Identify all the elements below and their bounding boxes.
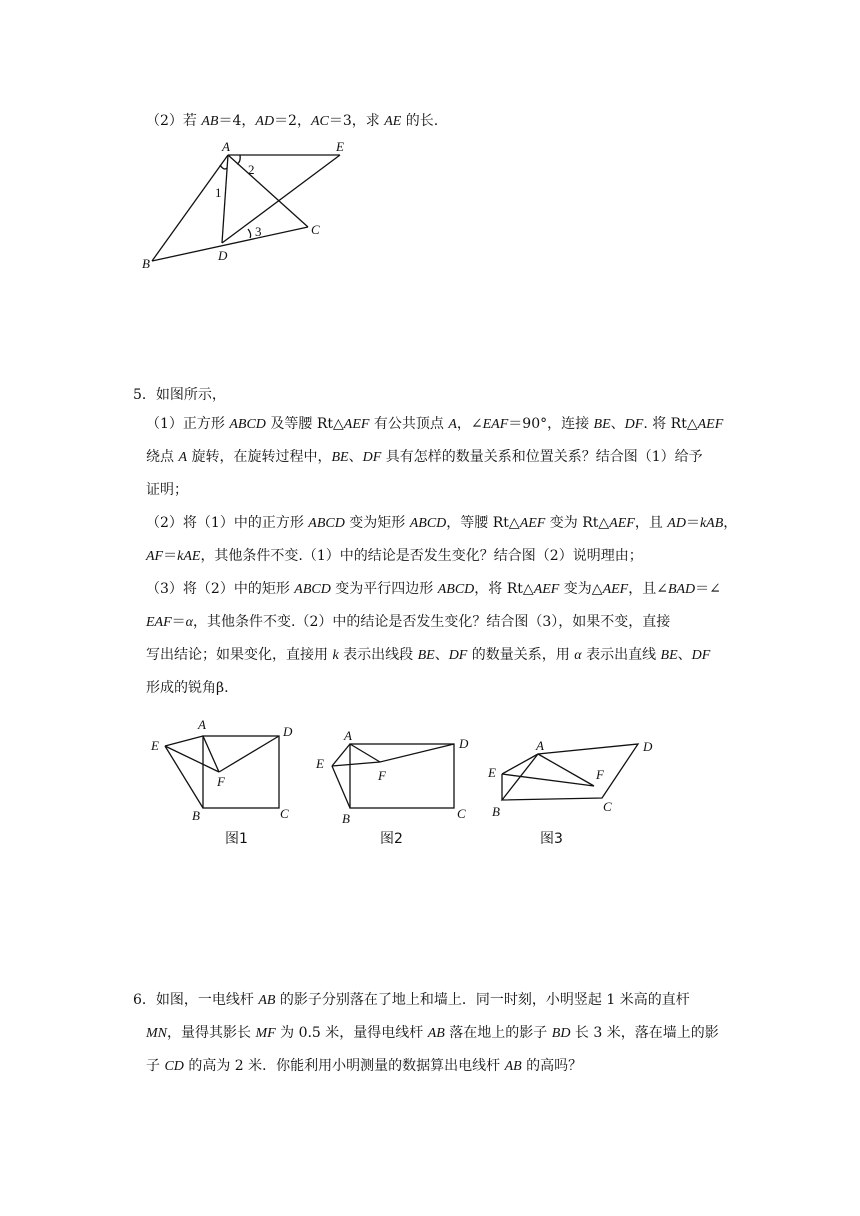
- q6-line1: 6．如图，一电线杆 AB 的影子分别落在了地上和墙上．同一时刻，小明竖起 1 米高的直杆: [133, 992, 690, 1008]
- fig2-label-A: A: [344, 728, 352, 743]
- q4-angle-2: 2: [248, 162, 255, 177]
- fig2-label-D: D: [459, 736, 469, 751]
- fig3-label-D: D: [643, 739, 653, 754]
- q6-line2: MN，量得其影长 MF 为 0.5 米，量得电线杆 AB 落在地上的影子 BD 长 3 米，落在墙上的影: [146, 1025, 719, 1041]
- q5-part2-line2: AF＝kAE，其他条件不变.（1）中的结论是否发生变化？结合图（2）说明理由；: [146, 548, 643, 564]
- q5-figure-1: [145, 712, 305, 824]
- fig1-label-C: C: [280, 806, 289, 821]
- fig1-label-D: D: [283, 724, 293, 739]
- fig3-label-A: A: [536, 738, 544, 753]
- fig2-label-E: E: [316, 756, 324, 771]
- fig1-label-E: E: [151, 738, 159, 753]
- fig3-label-B: B: [492, 804, 500, 819]
- q4-angle-1: 1: [215, 185, 222, 200]
- q4-figure: [140, 135, 360, 275]
- fig1-label-F: F: [217, 774, 225, 789]
- q5-heading: 5．如图所示，: [133, 387, 226, 403]
- q5-caption-3: 图3: [540, 831, 563, 847]
- fig2-label-F: F: [378, 768, 386, 783]
- q5-caption-1: 图1: [225, 831, 248, 847]
- fig1-label-B: B: [192, 808, 200, 823]
- q4-angle-3: 3: [255, 224, 262, 239]
- q5-part1-line1: （1）正方形 ABCD 及等腰 Rt△AEF 有公共顶点 A，∠EAF＝90°，连接 BE、DF. 将 Rt△AEF: [146, 416, 724, 432]
- q4-label-D: D: [218, 248, 228, 263]
- q5-caption-2: 图2: [380, 831, 403, 847]
- fig2-label-C: C: [457, 806, 466, 821]
- q5-part3-line4: 形成的锐角β.: [146, 680, 229, 696]
- q4-label-B: B: [142, 256, 150, 271]
- q5-figure-2: [310, 722, 480, 826]
- fig2-label-B: B: [342, 811, 350, 826]
- q4-label-C: C: [311, 222, 320, 237]
- fig3-label-F: F: [596, 767, 604, 782]
- q5-part3-line3: 写出结论；如果变化，直接用 k 表示出线段 BE、DF 的数量关系，用 α 表示出直线 BE、DF: [146, 647, 711, 663]
- q5-part3-line2: EAF＝α，其他条件不变.（2）中的结论是否发生变化？结合图（3），如果不变，直接: [146, 614, 671, 630]
- fig3-label-E: E: [488, 765, 496, 780]
- fig1-label-A: A: [198, 717, 206, 732]
- q5-part2-line1: （2）将（1）中的正方形 ABCD 变为矩形 ABCD，等腰 Rt△AEF 变为 Rt△AEF，且 AD＝kAB，: [146, 515, 738, 531]
- q5-part1-line3: 证明；: [146, 482, 188, 498]
- q5-figure-3: [480, 730, 670, 826]
- q4-label-E: E: [336, 139, 344, 154]
- fig3-label-C: C: [603, 799, 612, 814]
- q5-part1-line2: 绕点 A 旋转，在旋转过程中，BE、DF 具有怎样的数量关系和位置关系？结合图（1）给予: [146, 449, 703, 465]
- q4-label-A: A: [222, 139, 230, 154]
- q6-line3: 子 CD 的高为 2 米．你能利用小明测量的数据算出电线杆 AB 的高吗？: [146, 1058, 583, 1074]
- q4-part2-text: （2）若 AB＝4，AD＝2，AC＝3，求 AE 的长.: [146, 113, 439, 129]
- q5-part3-line1: （3）将（2）中的矩形 ABCD 变为平行四边形 ABCD，将 Rt△AEF 变为△AEF，且∠BAD＝∠: [146, 581, 721, 597]
